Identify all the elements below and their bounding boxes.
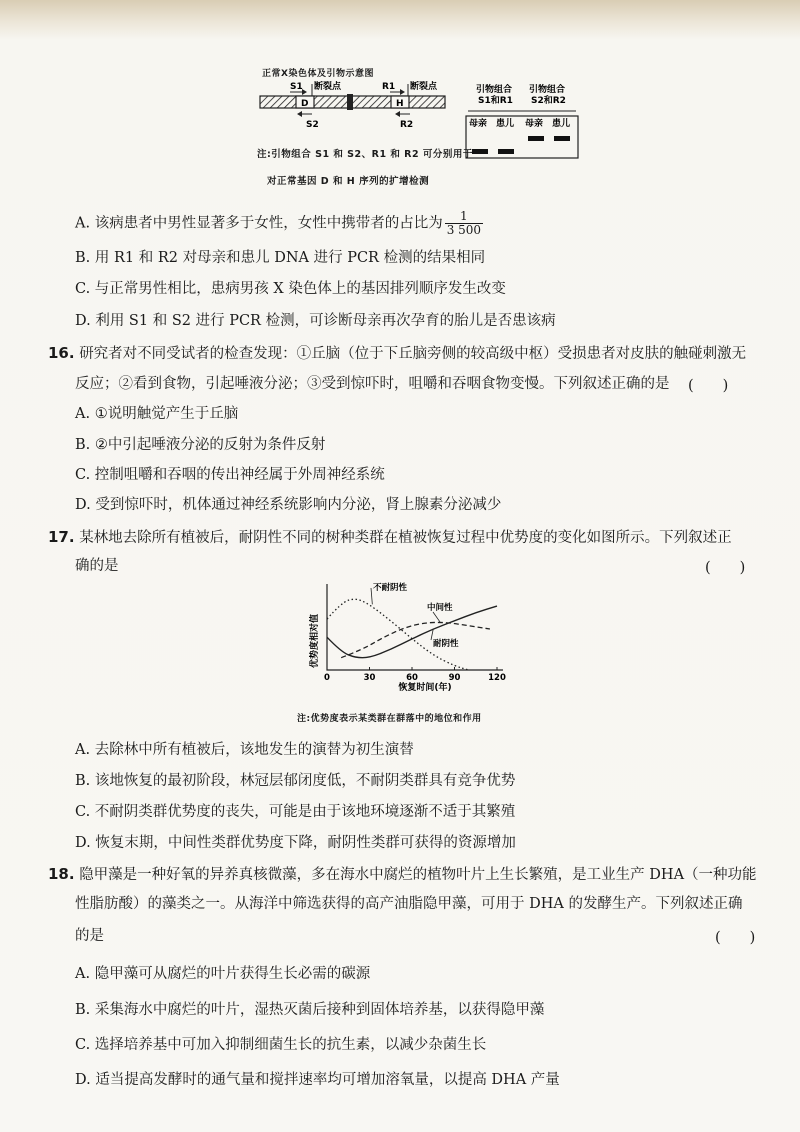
x-axis-label: 恢复时间(年) <box>398 683 452 693</box>
gel-diagram <box>462 82 582 162</box>
band-mother2 <box>528 136 544 141</box>
q17-chart-note: 注:优势度表示某类群在群落中的地位和作用 <box>297 714 482 724</box>
fraction: $\frac{1}{3 500}$ <box>446 209 482 237</box>
label-break2: 断裂点 <box>410 82 438 92</box>
series-label-2: 中间性 <box>427 603 453 613</box>
gel-col2-b: S2和R2 <box>531 96 566 106</box>
x-tick-label: 30 <box>363 673 376 683</box>
q17-option-d: D. 恢复末期，中间性类群优势度下降，耐阴性类群可获得的资源增加 <box>75 835 516 851</box>
gene-h: H <box>396 99 404 109</box>
q15-option-b: B. 用 R1 和 R2 对母亲和患儿 DNA 进行 PCR 检测的结果相同 <box>75 250 486 266</box>
label-break1: 断裂点 <box>314 82 342 92</box>
q16-option-b: B. ②中引起唾液分泌的反射为条件反射 <box>75 437 326 453</box>
q18-option-c: C. 选择培养基中可加入抑制细菌生长的抗生素，以减少杂菌生长 <box>75 1037 487 1053</box>
label-s1: S1 <box>290 82 303 92</box>
y-axis-label: 优势度相对值 <box>310 613 320 669</box>
q16-option-d: D. 受到惊吓时，机体通过神经系统影响内分泌，肾上腺素分泌减少 <box>75 497 502 513</box>
q16-option-a: A. ①说明触觉产生于丘脑 <box>75 406 239 422</box>
series-label-3: 耐阴性 <box>433 639 459 649</box>
q18-stem-3: 的是 <box>75 928 104 944</box>
q18-option-a: A. 隐甲藻可从腐烂的叶片获得生长必需的碳源 <box>75 966 371 982</box>
label-r1: R1 <box>382 82 396 92</box>
gel-col2-a: 引物组合 <box>529 85 566 95</box>
q18-stem-2: 性脂肪酸）的藻类之一。从海洋中筛选获得的高产油脂隐甲藻，可用于 DHA 的发酵生产。下列叙述正确 <box>75 896 743 912</box>
gene-d: D <box>301 99 309 109</box>
q18-stem-1: 18. 隐甲藻是一种好氧的异养真核微藻，多在海水中腐烂的植物叶片上生长繁殖，是工业生产 DHA（一种功能 <box>48 865 757 883</box>
q17-option-b: B. 该地恢复的最初阶段，林冠层郁闭度低，不耐阴类群具有竞争优势 <box>75 773 516 789</box>
x-tick-label: 0 <box>324 673 330 683</box>
fig1-note-2: 对正常基因 D 和 H 序列的扩增检测 <box>267 176 430 187</box>
q15-option-d: D. 利用 S1 和 S2 进行 PCR 检测，可诊断母亲再次孕育的胎儿是否患该病 <box>75 313 556 329</box>
q18-option-d: D. 适当提高发酵时的通气量和搅拌速率均可增加溶氧量，以提高 DHA 产量 <box>75 1072 560 1088</box>
q18-number: 18. <box>48 865 75 883</box>
lane-child1: 患儿 <box>496 119 515 129</box>
q17-number: 17. <box>48 528 75 546</box>
series-line-3 <box>327 606 497 658</box>
band-mother1 <box>472 149 488 154</box>
q18-answer-blank: ( ) <box>715 930 756 946</box>
q15-option-a: A. 该病患者中男性显著多于女性，女性中携带者的占比为 $\frac{1}{3 500}$ <box>75 209 482 237</box>
chart-plot-area <box>324 582 506 683</box>
lane-mother1: 母亲 <box>469 119 488 129</box>
q18-option-b: B. 采集海水中腐烂的叶片，湿热灭菌后接种到固体培养基，以获得隐甲藻 <box>75 1002 545 1018</box>
q17-option-c: C. 不耐阴类群优势度的丧失，可能是由于该地环境逐渐不适于其繁殖 <box>75 804 516 820</box>
x-tick-label: 90 <box>448 673 461 683</box>
label-s2: S2 <box>306 120 319 130</box>
gel-col1-b: S1和R1 <box>478 96 513 106</box>
q16-stem-2: 反应；②看到食物，引起唾液分泌；③受到惊吓时，咀嚼和吞咽食物变慢。下列叙述正确的是 <box>75 376 670 392</box>
chromosome-diagram <box>250 78 450 130</box>
q16-stem-1: 16. 研究者对不同受试者的检查发现：①丘脑（位于下丘脑旁侧的较高级中枢）受损患者对皮肤的触碰刺激无 <box>48 344 747 362</box>
series-line-2 <box>341 622 490 657</box>
label-r2: R2 <box>400 120 414 130</box>
series-label-1: 不耐阴性 <box>373 583 408 593</box>
lane-mother2: 母亲 <box>525 119 544 129</box>
leader-line <box>433 612 440 622</box>
fig1-title: 正常X染色体及引物示意图 <box>262 69 374 79</box>
band-child2 <box>554 136 570 141</box>
q17-stem-1: 17. 某林地去除所有植被后，耐阴性不同的树种类群在植被恢复过程中优势度的变化如图所示。下列叙述正 <box>48 528 732 546</box>
q16-answer-blank: ( ) <box>688 378 729 394</box>
gel-col1-a: 引物组合 <box>476 85 513 95</box>
q16-option-c: C. 控制咀嚼和吞咽的传出神经属于外周神经系统 <box>75 467 385 483</box>
fig1-note-1: 注:引物组合 S1 和 S2、R1 和 R2 可分别用于 <box>257 149 473 160</box>
band-child1 <box>498 149 514 154</box>
x-tick-label: 60 <box>406 673 418 683</box>
q17-option-a: A. 去除林中所有植被后，该地发生的演替为初生演替 <box>75 742 414 758</box>
q17-answer-blank: ( ) <box>705 560 746 576</box>
x-tick-label: 120 <box>488 673 506 683</box>
q15-option-c: C. 与正常男性相比，患病男孩 X 染色体上的基因排列顺序发生改变 <box>75 281 506 297</box>
lane-child2: 患儿 <box>552 119 571 129</box>
dominance-chart <box>305 578 515 693</box>
q16-number: 16. <box>48 344 75 362</box>
q17-stem-2: 确的是 <box>75 558 119 574</box>
